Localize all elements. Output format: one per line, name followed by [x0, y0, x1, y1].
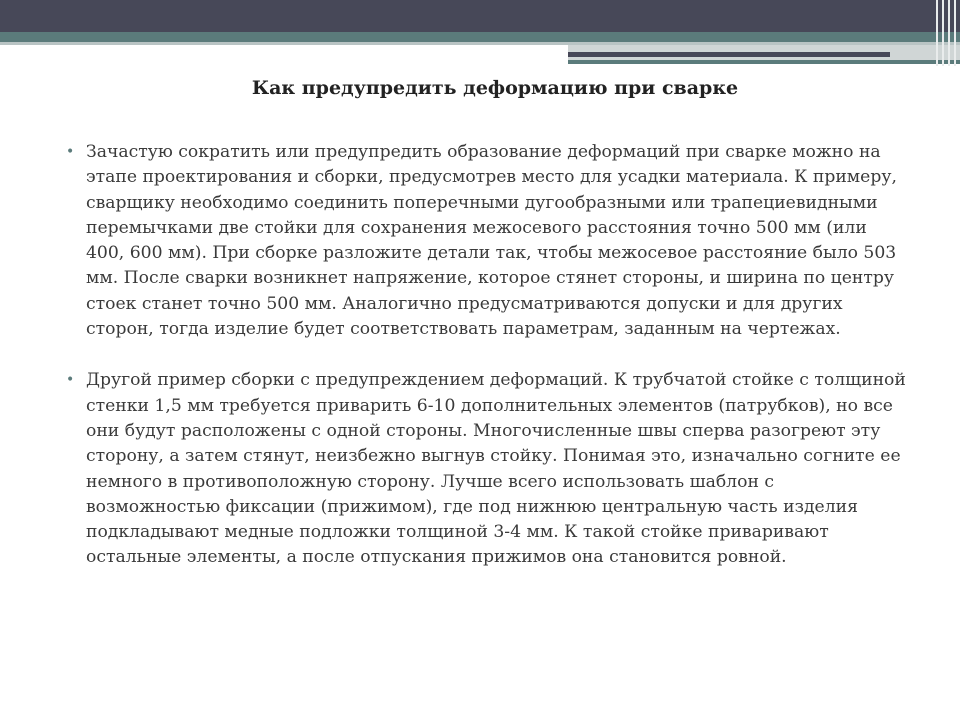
- bullet-marker: •: [66, 372, 75, 389]
- slide-title: Как предупредить деформацию при сварке: [251, 77, 739, 99]
- bullet-item: [66, 140, 906, 342]
- bullet-list: [66, 140, 906, 597]
- header-stripes-decoration: [932, 0, 960, 66]
- bullet-text: Другой пример сборки с предупреждением деформаций. К трубчатой стойке с толщиной стенки 1,5 мм требуется приварить 6-10 дополнительных элементов (патрубков), но все они будут расположены с одной стороны. Многочисленные швы сперва разогреют эту сторону, а затем стянут, неизбежно выгнув стойку. Понимая это, изначально согните ее немного в противоположную сторону. Лучше всего использовать шаблон с возможностью фиксации (прижимом), где под нижнюю центральную часть изделия подкладывают медные подложки толщиной 3-4 мм. К такой стойке приваривают остальные элементы, а после отпускания прижимов она становится ровной.: [86, 370, 906, 568]
- header-dark-band: [0, 0, 960, 32]
- header-teal-band: [0, 32, 960, 42]
- bullet-marker: •: [66, 144, 75, 160]
- bullet-text: Зачастую сократить или предупредить образование деформаций при сварке можно на этапе проектирования и сборки, предусмотрев место для усадки материала. К примеру, сварщику необходимо соединить поперечными дугообразными или трапециевидными перемычками две стойки для сохранения межосевого расстояния точно 500 мм (или 400, 600 мм). При сборке разложите детали так, чтобы межосевое расстояние было 503 мм. После сварки возникнет напряжение, которое стянет стороны, и ширина по центру стоек станет точно 500 мм. Аналогично предусматриваются допуски и для других сторон, тогда изделие будет соответствовать параметрам, заданным на чертежах.: [86, 142, 897, 340]
- header-right-teal-line: [568, 60, 960, 64]
- bullet-item: [66, 368, 906, 570]
- header-right-dark-line: [568, 52, 890, 57]
